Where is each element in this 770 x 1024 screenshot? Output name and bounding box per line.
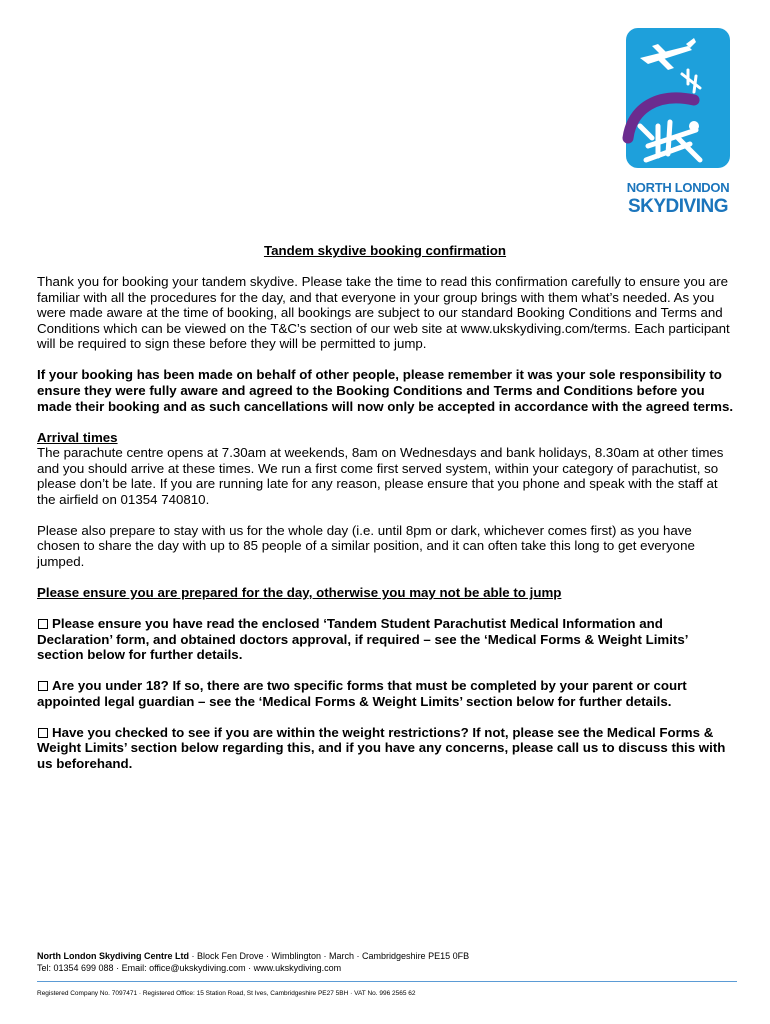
north-london-skydiving-logo xyxy=(618,26,738,226)
checklist-item-text: Please ensure you have read the enclosed ‘Tandem Student Parachutist Medical Information and Declaration’ form, and obtained doctors approval, if required – see the ‘Medical Forms & Weight Limits’ section below for further details. xyxy=(37,616,688,663)
checkbox-icon xyxy=(38,681,48,691)
checklist-item xyxy=(37,616,737,663)
checkbox-icon xyxy=(38,619,48,629)
intro-paragraph: Thank you for booking your tandem skydive. Please take the time to read this confirmation carefully to ensure you are familiar with all the procedures for the day, and that everyone in your group brings with them what’s needed. As you were made aware at the time of booking, all bookings are subject to our standard Booking Conditions and Terms and Conditions which can be viewed on the T&C’s section of our web site at www.ukskydiving.com/terms. Each participant will be required to sign these before they will be permitted to jump. xyxy=(37,274,730,352)
arrival-section xyxy=(37,430,737,508)
arrival-text: The parachute centre opens at 7.30am at weekends, 8am on Wednesdays and bank holidays, 8.30am at other times and you should arrive at these times. We run a first come first served system, within your category of parachutist, so please don’t be late. If you are running late for any reason, please ensure that you phone and speak with the staff at the airfield on 01354 740810. xyxy=(37,445,724,507)
checklist-item xyxy=(37,725,737,772)
footer-contact: Tel: 01354 699 088 · Email: office@ukskydiving.com · www.ukskydiving.com xyxy=(37,963,342,973)
footer-company: North London Skydiving Centre Ltd xyxy=(37,951,189,961)
footer-registered: Registered Company No. 7097471 · Registered Office: 15 Station Road, St Ives, Cambridgeshire PE27 5BH · VAT No. 996 2565 62 xyxy=(37,990,416,997)
footer-address: · Block Fen Drove · Wimblington · March · Cambridgeshire PE15 0FB xyxy=(189,951,470,961)
document-body xyxy=(37,274,737,787)
footer-divider xyxy=(37,981,737,982)
checkbox-icon xyxy=(38,728,48,738)
checklist-item-text: Are you under 18? If so, there are two specific forms that must be completed by your parent or court appointed legal guardian – see the ‘Medical Forms & Weight Limits’ section below for further details. xyxy=(37,678,687,709)
page-title: Tandem skydive booking confirmation xyxy=(263,243,507,258)
arrival-heading: Arrival times xyxy=(37,429,118,445)
footer xyxy=(37,950,737,1000)
checklist-item-text: Have you checked to see if you are within the weight restrictions? If not, please see the Medical Forms & Weight Limits’ section below regarding this, and if you have any concerns, please call us to discuss this with us beforehand. xyxy=(37,724,726,771)
logo-line-2: SKYDIVING xyxy=(627,196,729,217)
stay-paragraph: Please also prepare to stay with us for the whole day (i.e. until 8pm or dark, whichever comes first) as you have chosen to share the day with up to 85 people of a similar position, and it can often take this long to get everyone jumped. xyxy=(37,522,695,570)
behalf-paragraph: If your booking has been made on behalf of other people, please remember it was your sole responsibility to ensure they were fully aware and agreed to the Booking Conditions and Terms and Conditions before you made their booking and as such cancellations will now only be accepted in accordance with the agreed terms. xyxy=(37,367,734,414)
footer-address-line xyxy=(37,950,737,962)
prepared-heading: Please ensure you are prepared for the day, otherwise you may not be able to jump xyxy=(37,585,562,601)
checklist-item xyxy=(37,678,737,709)
logo-line-1: NORTH LONDON xyxy=(626,180,730,195)
